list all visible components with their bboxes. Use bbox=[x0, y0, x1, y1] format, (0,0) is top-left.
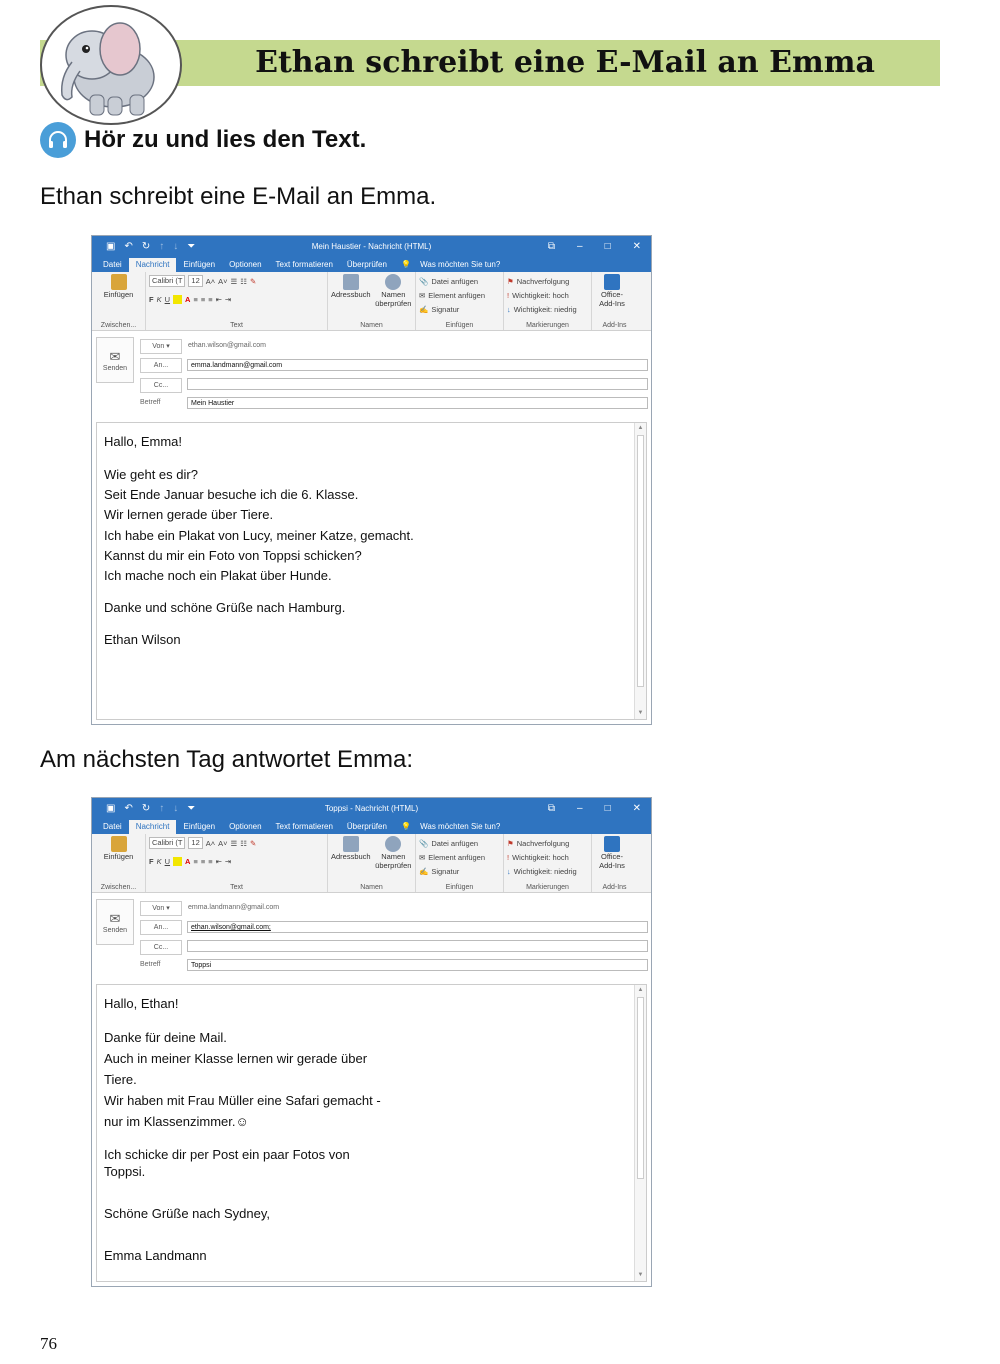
text-group: Calibri (T 12 A˄ A˅ ☰ ☷ ✎ F K U A ≡ ≡ ≡ ⇤ ⇥ Text bbox=[146, 834, 328, 892]
flag-icon: ⚑ bbox=[507, 276, 514, 286]
check-names-button[interactable]: Namen überprüfen bbox=[375, 274, 412, 330]
clipboard-icon bbox=[111, 836, 127, 852]
body-line: nur im Klassenzimmer.☺ bbox=[104, 1114, 249, 1129]
shrink-font-icon[interactable]: A˅ bbox=[218, 276, 228, 286]
tab-einfuegen[interactable]: Einfügen bbox=[183, 822, 216, 831]
ribbon bbox=[92, 834, 651, 893]
font-color-icon[interactable]: A bbox=[185, 294, 191, 304]
close-icon[interactable]: ✕ bbox=[632, 803, 641, 814]
text-group: Calibri (T 12 A˄ A˅ ☰ ☷ ✎ F K U A ≡ ≡ ≡ ⇤ ⇥ Text bbox=[146, 272, 328, 330]
font-size-select[interactable]: 12 bbox=[188, 837, 202, 849]
grow-font-icon[interactable]: A˄ bbox=[205, 838, 216, 848]
tags-group: ⚑ Nachverfolgung ! Wichtigkeit: hoch ↓ Wichtigkeit: niedrig Markierungen bbox=[504, 834, 592, 892]
signature-icon: ✍ bbox=[419, 866, 429, 876]
font-name-select[interactable]: Calibri (T bbox=[149, 275, 185, 287]
subject-label: Betreff bbox=[140, 399, 161, 406]
outdent-icon[interactable]: ⇥ bbox=[224, 294, 232, 304]
window-title: Mein Haustier - Nachricht (HTML) bbox=[311, 242, 432, 251]
followup-button[interactable]: ⚑ Nachverfolgung bbox=[507, 838, 570, 848]
body-line: Ich habe ein Plakat von Lucy, meiner Katze, gemacht. bbox=[104, 528, 414, 543]
body-line: Wir haben mit Frau Müller eine Safari gemacht - bbox=[104, 1093, 381, 1108]
addins-group: Office-Add-Ins Add-Ins bbox=[592, 272, 637, 330]
clear-format-icon[interactable]: ✎ bbox=[250, 838, 257, 848]
from-button[interactable]: Von ▾ bbox=[140, 901, 182, 916]
clipboard-group: Einfügen Zwischen... bbox=[92, 834, 146, 892]
email-window-1 bbox=[91, 235, 652, 725]
send-icon: ✉ bbox=[109, 910, 121, 926]
page-title: Ethan schreibt eine E-Mail an Emma bbox=[255, 45, 875, 80]
down-arrow-icon[interactable]: ↓ bbox=[173, 241, 179, 252]
insert-group: 📎 Datei anfügen ✉ Element anfügen ✍ Signatur Einfügen bbox=[416, 834, 504, 892]
attach-item-icon: ✉ bbox=[419, 852, 426, 862]
headphones-icon[interactable] bbox=[40, 122, 76, 158]
message-header bbox=[92, 893, 651, 975]
body-line: Ich mache noch ein Plakat über Hunde. bbox=[104, 568, 332, 583]
check-names-icon bbox=[385, 836, 401, 852]
align-left-icon[interactable]: ≡ bbox=[193, 856, 198, 866]
body-line: Wir lernen gerade über Tiere. bbox=[104, 507, 274, 522]
instruction-text: Hör zu und lies den Text. bbox=[84, 126, 367, 153]
body-line: Toppsi. bbox=[104, 1164, 146, 1179]
email-window-2 bbox=[91, 797, 652, 1287]
attach-item-button[interactable]: ✉ Element anfügen bbox=[419, 290, 486, 300]
cc-button[interactable]: Cc... bbox=[140, 940, 182, 955]
cc-button[interactable]: Cc... bbox=[140, 378, 182, 393]
from-button[interactable]: Von ▾ bbox=[140, 339, 182, 354]
body-line: Hallo, Emma! bbox=[104, 434, 183, 449]
maximize-icon[interactable]: □ bbox=[604, 803, 611, 814]
underline-button[interactable]: U bbox=[164, 294, 171, 304]
attach-item-icon: ✉ bbox=[419, 290, 426, 300]
check-names-button[interactable]: Namen überprüfen bbox=[375, 836, 412, 892]
italic-button[interactable]: K bbox=[156, 856, 162, 866]
outdent-icon[interactable]: ⇥ bbox=[224, 856, 232, 866]
tab-text-formatieren[interactable]: Text formatieren bbox=[275, 822, 333, 831]
paperclip-icon: 📎 bbox=[419, 276, 429, 286]
body-line: Seit Ende Januar besuche ich die 6. Klasse. bbox=[104, 487, 359, 502]
body-line: Wie geht es dir? bbox=[104, 467, 198, 482]
office-addins-icon bbox=[604, 274, 620, 290]
tab-ueberpruefen[interactable]: Überprüfen bbox=[346, 260, 387, 269]
save-icon[interactable]: ▣ bbox=[106, 803, 116, 814]
font-color-icon[interactable]: A bbox=[185, 856, 191, 866]
exclamation-icon: ! bbox=[507, 290, 510, 300]
tab-datei[interactable]: Datei bbox=[103, 260, 122, 269]
indent-icon[interactable]: ⇤ bbox=[215, 294, 222, 304]
scroll-thumb[interactable] bbox=[637, 997, 644, 1179]
maximize-icon[interactable]: □ bbox=[604, 241, 611, 252]
check-names-icon bbox=[385, 274, 401, 290]
to-field[interactable]: emma.landmann@gmail.com bbox=[187, 359, 648, 371]
window-titlebar bbox=[92, 798, 651, 819]
from-address: emma.landmann@gmail.com bbox=[188, 904, 280, 911]
tab-ueberpruefen[interactable]: Überprüfen bbox=[346, 822, 387, 831]
office-addins-icon bbox=[604, 836, 620, 852]
scroll-down-icon[interactable]: ▼ bbox=[637, 710, 644, 716]
numbering-icon[interactable]: ☷ bbox=[240, 838, 248, 848]
importance-low-button[interactable]: ↓ Wichtigkeit: niedrig bbox=[507, 866, 577, 876]
body-line: Auch in meiner Klasse lernen wir gerade über bbox=[104, 1051, 368, 1066]
tab-text-formatieren[interactable]: Text formatieren bbox=[275, 260, 333, 269]
italic-button[interactable]: K bbox=[156, 294, 162, 304]
underline-button[interactable]: U bbox=[164, 856, 171, 866]
to-button[interactable]: An... bbox=[140, 358, 182, 373]
elephant-illustration bbox=[40, 5, 182, 125]
font-size-select[interactable]: 12 bbox=[188, 275, 202, 287]
body-line: Danke für deine Mail. bbox=[104, 1030, 227, 1045]
cc-field[interactable] bbox=[187, 940, 648, 952]
importance-high-button[interactable]: ! Wichtigkeit: hoch bbox=[507, 290, 569, 300]
ribbon-display-icon[interactable]: ⧉ bbox=[547, 241, 555, 252]
align-center-icon[interactable]: ≡ bbox=[200, 294, 206, 304]
office-addins-button[interactable]: Office-Add-Ins bbox=[595, 274, 629, 308]
redo-icon[interactable]: ↻ bbox=[141, 241, 151, 252]
attach-file-button[interactable]: 📎 Datei anfügen bbox=[419, 838, 479, 848]
send-button[interactable]: ✉ Senden bbox=[96, 899, 134, 945]
align-right-icon[interactable]: ≡ bbox=[208, 294, 213, 304]
ribbon bbox=[92, 272, 651, 331]
intro-text-1: Ethan schreibt eine E-Mail an Emma. bbox=[40, 183, 437, 210]
paperclip-icon: 📎 bbox=[419, 838, 429, 848]
ribbon-display-icon[interactable]: ⧉ bbox=[547, 803, 555, 814]
signature-button[interactable]: ✍ Signatur bbox=[419, 304, 460, 314]
scroll-down-icon[interactable]: ▼ bbox=[637, 1272, 644, 1278]
body-line: Hallo, Ethan! bbox=[104, 996, 179, 1011]
signature-icon: ✍ bbox=[419, 304, 429, 314]
subject-field[interactable]: Mein Haustier bbox=[187, 397, 648, 409]
up-arrow-icon[interactable]: ↑ bbox=[159, 803, 165, 814]
window-titlebar bbox=[92, 236, 651, 257]
insert-group: 📎 Datei anfügen ✉ Element anfügen ✍ Signatur Einfügen bbox=[416, 272, 504, 330]
tell-me-search[interactable]: 💡 Was möchten Sie tun? bbox=[400, 822, 501, 831]
align-right-icon[interactable]: ≡ bbox=[208, 856, 213, 866]
send-button[interactable]: ✉ Senden bbox=[96, 337, 134, 383]
tab-optionen[interactable]: Optionen bbox=[229, 260, 262, 269]
flag-icon: ⚑ bbox=[507, 838, 514, 848]
message-header bbox=[92, 331, 651, 413]
numbering-icon[interactable]: ☷ bbox=[240, 276, 248, 286]
importance-low-button[interactable]: ↓ Wichtigkeit: niedrig bbox=[507, 304, 577, 314]
ribbon-tabs bbox=[92, 257, 651, 272]
bold-button[interactable]: F bbox=[149, 856, 154, 866]
redo-icon[interactable]: ↻ bbox=[141, 803, 151, 814]
body-line: Ethan Wilson bbox=[104, 632, 181, 647]
tab-datei[interactable]: Datei bbox=[103, 822, 122, 831]
font-name-select[interactable]: Calibri (T bbox=[149, 837, 185, 849]
body-line: Ich schicke dir per Post ein paar Fotos von bbox=[104, 1147, 350, 1162]
clipboard-icon bbox=[111, 274, 127, 290]
subject-label: Betreff bbox=[140, 961, 161, 968]
addressbook-icon bbox=[343, 836, 359, 852]
message-body[interactable] bbox=[96, 422, 647, 720]
clear-format-icon[interactable]: ✎ bbox=[250, 276, 257, 286]
undo-icon[interactable]: ↶ bbox=[124, 241, 133, 252]
attach-file-button[interactable]: 📎 Datei anfügen bbox=[419, 276, 479, 286]
scroll-up-icon[interactable]: ▲ bbox=[637, 425, 644, 431]
body-line: Schöne Grüße nach Sydney, bbox=[104, 1206, 270, 1221]
ribbon-tabs bbox=[92, 819, 651, 834]
undo-icon[interactable]: ↶ bbox=[124, 803, 133, 814]
bold-button[interactable]: F bbox=[149, 294, 154, 304]
addins-group: Office-Add-Ins Add-Ins bbox=[592, 834, 637, 892]
body-line: Danke und schöne Grüße nach Hamburg. bbox=[104, 600, 346, 615]
up-arrow-icon[interactable]: ↑ bbox=[159, 241, 165, 252]
shrink-font-icon[interactable]: A˅ bbox=[218, 838, 228, 848]
office-addins-button[interactable]: Office-Add-Ins bbox=[595, 836, 629, 870]
close-icon[interactable]: ✕ bbox=[632, 241, 641, 252]
importance-high-button[interactable]: ! Wichtigkeit: hoch bbox=[507, 852, 569, 862]
scrollbar[interactable] bbox=[634, 985, 646, 1281]
align-left-icon[interactable]: ≡ bbox=[193, 294, 198, 304]
minimize-icon[interactable]: – bbox=[577, 803, 583, 814]
exclamation-icon: ! bbox=[507, 852, 510, 862]
paste-button[interactable]: Einfügen bbox=[95, 836, 142, 861]
scroll-thumb[interactable] bbox=[637, 435, 644, 687]
paste-button[interactable]: Einfügen bbox=[95, 274, 142, 299]
from-address: ethan.wilson@gmail.com bbox=[188, 342, 266, 349]
addressbook-button[interactable]: Adressbuch bbox=[331, 274, 371, 330]
body-line: Tiere. bbox=[104, 1072, 137, 1087]
attach-item-button[interactable]: ✉ Element anfügen bbox=[419, 852, 486, 862]
save-icon[interactable]: ▣ bbox=[106, 241, 116, 252]
page-number: 76 bbox=[40, 1334, 57, 1353]
instruction bbox=[40, 122, 366, 158]
addressbook-button[interactable]: Adressbuch bbox=[331, 836, 371, 892]
indent-icon[interactable]: ⇤ bbox=[215, 856, 222, 866]
scroll-up-icon[interactable]: ▲ bbox=[637, 987, 644, 993]
to-field[interactable]: ethan.wilson@gmail.com; bbox=[187, 921, 648, 933]
intro-text-2: Am nächsten Tag antwortet Emma: bbox=[40, 746, 414, 773]
highlight-icon[interactable] bbox=[173, 295, 182, 304]
scrollbar[interactable] bbox=[634, 423, 646, 719]
followup-button[interactable]: ⚑ Nachverfolgung bbox=[507, 276, 570, 286]
send-icon: ✉ bbox=[109, 348, 121, 364]
to-button[interactable]: An... bbox=[140, 920, 182, 935]
minimize-icon[interactable]: – bbox=[577, 241, 583, 252]
grow-font-icon[interactable]: A˄ bbox=[205, 276, 216, 286]
signature-button[interactable]: ✍ Signatur bbox=[419, 866, 460, 876]
down-arrow-icon[interactable]: ↓ bbox=[173, 803, 179, 814]
bullets-icon[interactable]: ☰ bbox=[230, 276, 238, 286]
highlight-icon[interactable] bbox=[173, 857, 182, 866]
bullets-icon[interactable]: ☰ bbox=[230, 838, 238, 848]
window-title: Toppsi - Nachricht (HTML) bbox=[324, 804, 419, 813]
tags-group: ⚑ Nachverfolgung ! Wichtigkeit: hoch ↓ Wichtigkeit: niedrig Markierungen bbox=[504, 272, 592, 330]
names-group: Adressbuch Namen überprüfen Namen bbox=[328, 272, 416, 330]
addressbook-icon bbox=[343, 274, 359, 290]
tab-einfuegen[interactable]: Einfügen bbox=[183, 260, 216, 269]
body-line: Emma Landmann bbox=[104, 1248, 207, 1263]
down-arrow-icon: ↓ bbox=[507, 304, 511, 314]
customize-icon[interactable]: ⏷ bbox=[187, 241, 196, 252]
tab-nachricht[interactable]: Nachricht bbox=[129, 820, 177, 834]
tab-nachricht[interactable]: Nachricht bbox=[129, 258, 177, 272]
clipboard-group: Einfügen Zwischen... bbox=[92, 272, 146, 330]
down-arrow-icon: ↓ bbox=[507, 866, 511, 876]
align-center-icon[interactable]: ≡ bbox=[200, 856, 206, 866]
tell-me-search[interactable]: 💡 Was möchten Sie tun? bbox=[400, 260, 501, 269]
body-line: Kannst du mir ein Foto von Toppsi schicken? bbox=[104, 548, 362, 563]
cc-field[interactable] bbox=[187, 378, 648, 390]
names-group: Adressbuch Namen überprüfen Namen bbox=[328, 834, 416, 892]
message-body[interactable] bbox=[96, 984, 647, 1282]
subject-field[interactable]: Toppsi bbox=[187, 959, 648, 971]
tab-optionen[interactable]: Optionen bbox=[229, 822, 262, 831]
customize-icon[interactable]: ⏷ bbox=[187, 803, 196, 814]
